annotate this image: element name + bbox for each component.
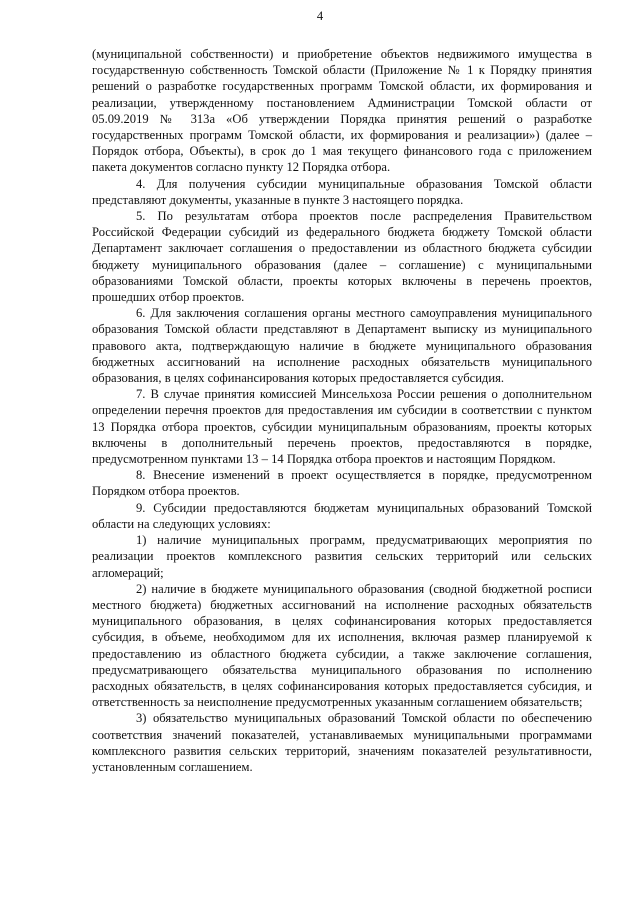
paragraph-item-8: 8. Внесение изменений в проект осуществляется в порядке, предусмотренном Порядком отбора проектов. xyxy=(92,468,592,499)
condition-item-2: 2) наличие в бюджете муниципального образования (сводной бюджетной росписи местного бюджета) бюджетных ассигнований на исполнение расходных обязательств муниципального образования, в целях софинансирования которых предоставляется субсидия, в объеме, необходимом для их исполнения, включая размер планируемой к предоставлению из областного бюджета субсидии, а также заключение соглашения, предусматривающего обязательства муниципального образования по исполнению расходных обязательств, в целях софинансирования которых предоставляется субсидия, и ответственность за неисполнение предусмотренных указанным соглашением обязательств; xyxy=(92,581,592,710)
paragraph-item-9: 9. Субсидии предоставляются бюджетам муниципальных образований Томской области на следующих условиях: xyxy=(92,500,592,531)
paragraph-continuation: (муниципальной собственности) и приобретение объектов недвижимого имущества в государственную собственность Томской области (Приложение № 1 к Порядку принятия решений о разработке государственных программ Томской области, их формирования и реализации, утвержденному постановлением Администрации Томской области от 05.09.2019 № 313а «Об утверждении Порядка принятия решений о разработке государственных программ Томской области, их формирования и реализации») (далее – Порядок отбора, Объекты), в срок до 1 мая текущего финансового года с приложением пакета документов согласно пункту 12 Порядка отбора. xyxy=(92,47,592,175)
condition-item-3: 3) обязательство муниципальных образований Томской области по обеспечению соответствия значений показателей, устанавливаемых муниципальными программами комплексного развития сельских территорий, значениям показателей результативности, установленным соглашением. xyxy=(92,711,592,774)
page-number: 4 xyxy=(316,9,324,23)
paragraph-item-5: 5. По результатам отбора проектов после распределения Правительством Российской Федерации субсидий из федерального бюджета бюджету Томской области Департамент заключает соглашения о предоставлении из областного бюджета субсидии бюджету муниципального образования (далее – соглашение) с муниципальными образованиями Томской области, проекты которых включены в перечень проектов, прошедших отбор проектов. xyxy=(92,209,592,305)
paragraph-item-7: 7. В случае принятия комиссией Минсельхоза России решения о дополнительном определении перечня проектов для предоставления им субсидии в соответствии с пунктом 13 Порядка отбора проектов, субсидии муниципальным образованиям, проекты которых включены в дополнительный перечень проектов, предоставляются в порядке, предусмотренном пунктами 13 – 14 Порядка отбора проектов и настоящим Порядком. xyxy=(92,387,592,467)
document-body xyxy=(92,46,592,775)
paragraph-item-6: 6. Для заключения соглашения органы местного самоуправления муниципального образования Томской области представляют в Департамент выписку из муниципального правового акта, подтверждающую наличие в бюджете муниципального образования бюджетных ассигнований на исполнение расходных обязательств муниципального образования, в целях софинансирования которых предоставляется субсидия. xyxy=(92,306,592,386)
condition-item-1: 1) наличие муниципальных программ, предусматривающих мероприятия по реализации проектов комплексного развития сельских территорий или сельских агломераций; xyxy=(92,533,592,580)
paragraph-item-4: 4. Для получения субсидии муниципальные образования Томской области представляют документы, указанные в пункте 3 настоящего порядка. xyxy=(92,176,592,207)
